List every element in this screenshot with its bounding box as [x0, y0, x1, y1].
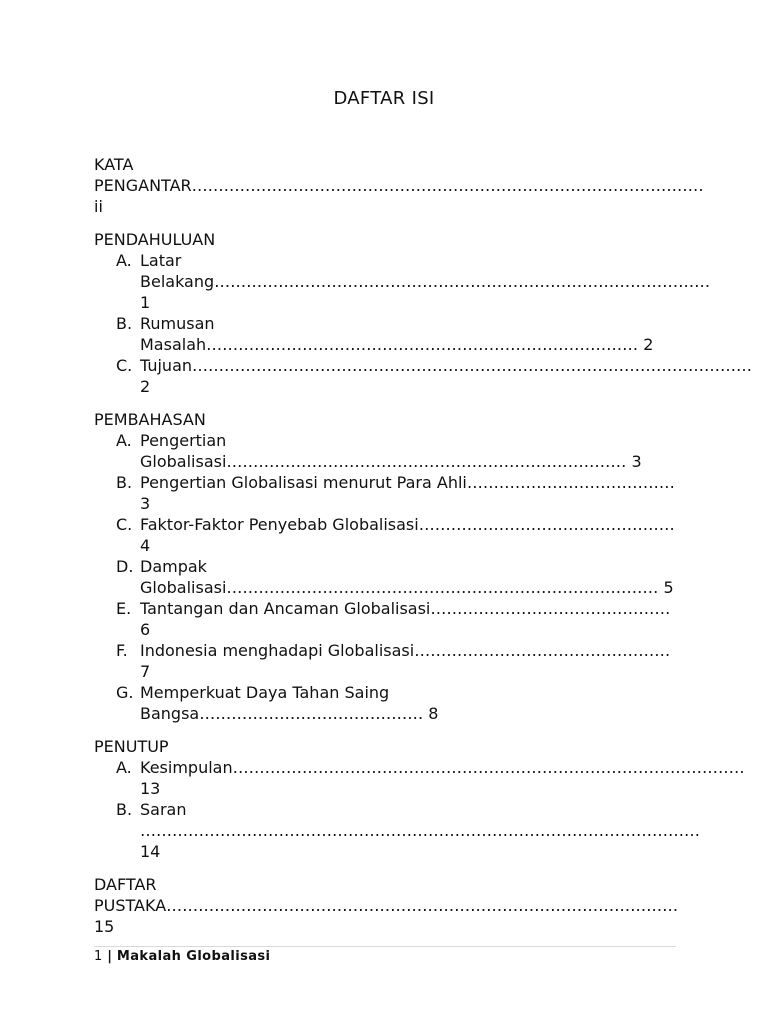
item-letter: G.	[116, 683, 134, 702]
table-of-contents	[94, 154, 753, 937]
toc-item	[94, 250, 711, 313]
footer-title: Makalah Globalisasi	[116, 949, 271, 964]
item-text: Pengertian Globalisasi………………………………………………………………… 3	[140, 431, 642, 471]
section-heading: PENDAHULUAN	[94, 230, 216, 249]
item-letter: C.	[116, 515, 133, 534]
item-letter: D.	[116, 557, 134, 576]
section-heading: PENUTUP	[94, 737, 169, 756]
item-text: Dampak Globalisasi……………………………………………………………………… 5	[140, 557, 674, 597]
toc-section-penutup	[94, 736, 745, 862]
section-heading: PEMBAHASAN	[94, 410, 206, 429]
toc-entry-daftar-pustaka: DAFTAR PUSTAKA…………………………………………………………………………………… 15	[94, 875, 679, 936]
item-text: Saran …………………………………………………………………………………………… 14	[140, 800, 700, 861]
toc-section-pembahasan	[94, 409, 676, 724]
footer-separator: |	[107, 949, 113, 964]
toc-item	[94, 757, 745, 799]
item-letter: B.	[116, 314, 133, 333]
item-letter: C.	[116, 356, 133, 375]
toc-item	[94, 430, 676, 472]
item-letter: E.	[116, 599, 132, 618]
toc-item	[94, 598, 676, 640]
item-letter: A.	[116, 758, 132, 777]
item-text: Indonesia menghadapi Globalisasi………………………………………… 7	[140, 641, 671, 681]
item-text: Tujuan…………………………………………………………………………………………… 2	[140, 356, 753, 396]
item-letter: B.	[116, 800, 133, 819]
toc-item	[94, 556, 676, 598]
toc-item	[94, 355, 753, 397]
item-letter: A.	[116, 431, 132, 450]
toc-section-daftar-pustaka	[94, 874, 679, 937]
toc-entry-kata-pengantar: KATA PENGANTAR…………………………………………………………………………………… ii	[94, 155, 704, 216]
toc-item	[94, 514, 676, 556]
toc-item	[94, 640, 676, 682]
toc-section-pendahuluan	[94, 229, 753, 397]
item-text: Faktor-Faktor Penyebab Globalisasi………………………………………… 4	[140, 515, 675, 555]
toc-item	[94, 313, 676, 355]
footer-page-number: 1	[94, 949, 103, 964]
item-letter: F.	[116, 641, 128, 660]
item-text: Tantangan dan Ancaman Globalisasi……………………………………… 6	[140, 599, 671, 639]
page-footer	[94, 949, 270, 964]
page-title: DAFTAR ISI	[333, 88, 435, 109]
item-text: Kesimpulan…………………………………………………………………………………… 13	[140, 758, 745, 798]
item-text: Memperkuat Daya Tahan Saing Bangsa…………………………………… 8	[140, 683, 439, 723]
toc-item	[94, 472, 676, 514]
toc-item	[94, 799, 700, 862]
item-letter: B.	[116, 473, 133, 492]
item-text: Pengertian Globalisasi menurut Para Ahli………………………………… 3	[140, 473, 675, 513]
item-text: Latar Belakang………………………………………………………………………………… 1	[140, 251, 711, 312]
item-letter: A.	[116, 251, 132, 270]
item-text: Rumusan Masalah……………………………………………………………………… 2	[140, 314, 654, 354]
toc-item	[94, 682, 676, 724]
footer-divider	[94, 946, 676, 947]
